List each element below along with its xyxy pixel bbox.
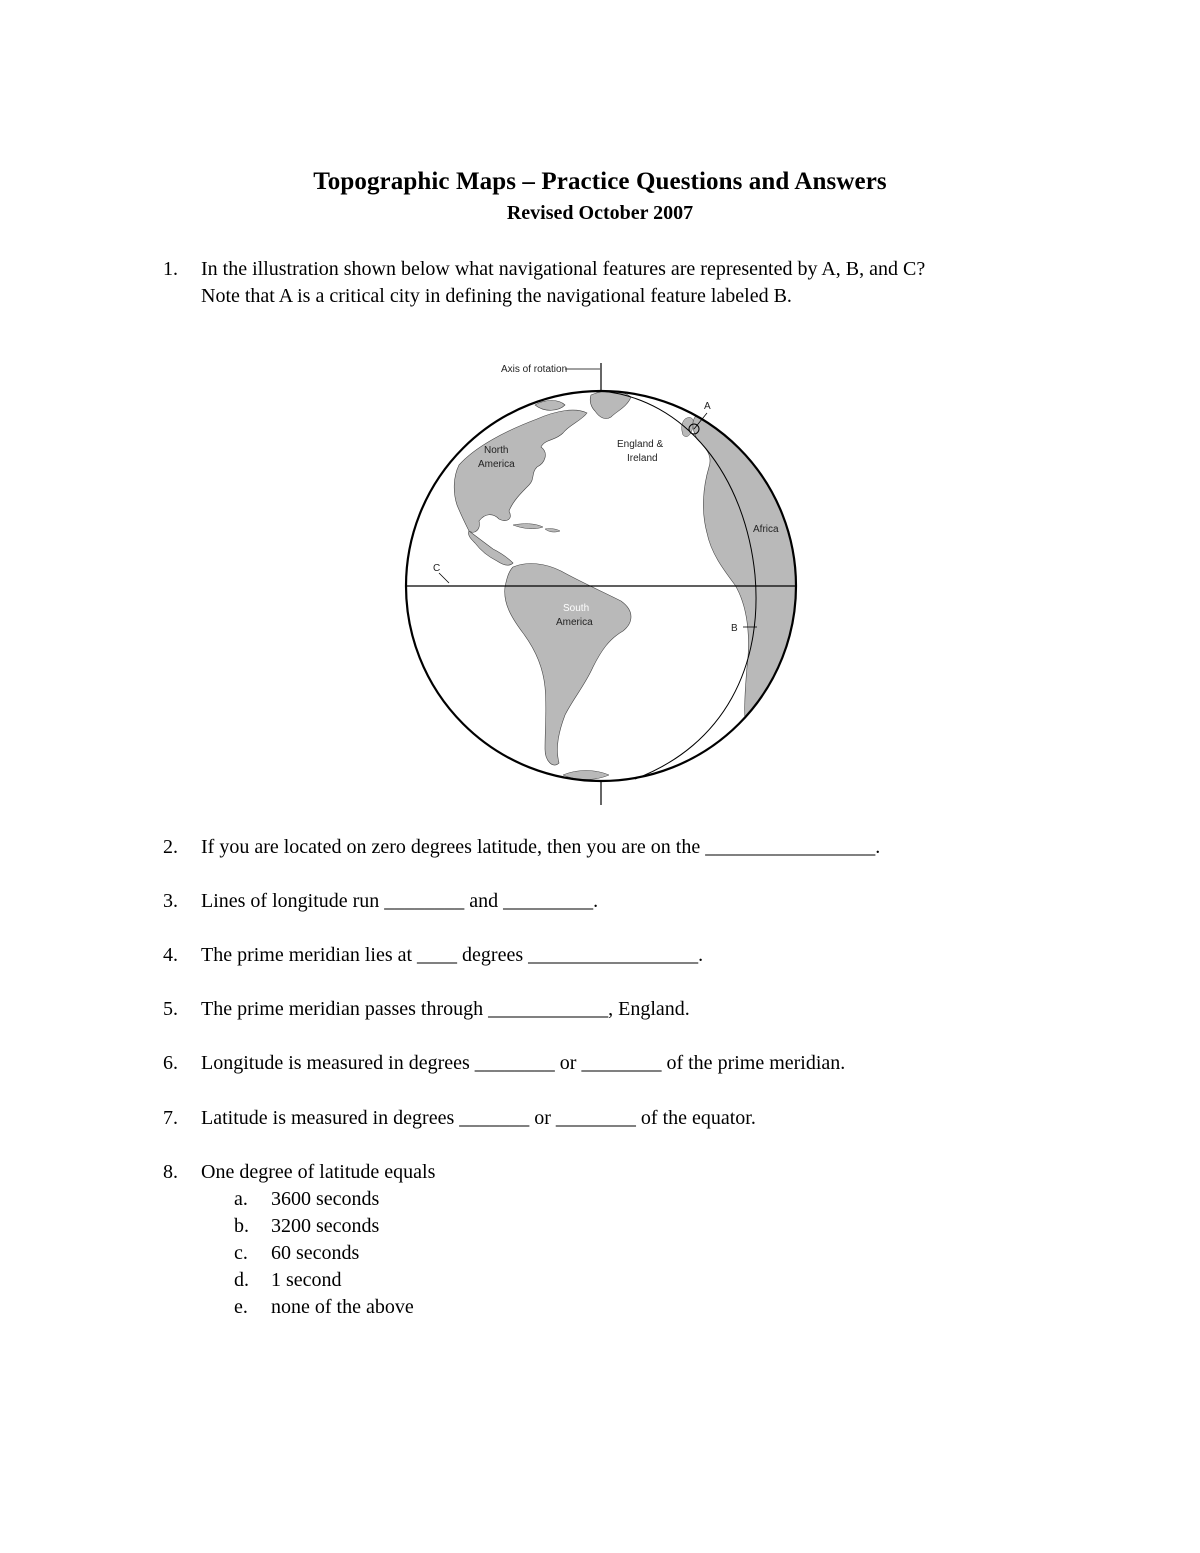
option-letter: d. [234,1269,249,1291]
question-number: 7. [163,1107,178,1129]
question-text: Lines of longitude run ________ and _________. [201,890,599,912]
option-text: none of the above [271,1296,414,1318]
question-text: If you are located on zero degrees latitude, then you are on the _________________. [201,836,881,858]
page-subtitle: Revised October 2007 [506,202,694,224]
option-letter: e. [234,1296,248,1318]
option-text: 3600 seconds [271,1188,380,1210]
label-a: A [704,401,711,412]
option-text: 1 second [271,1269,342,1291]
page-title: Topographic Maps – Practice Questions and Answers [313,168,887,195]
question-number: 3. [163,890,178,912]
england-label-2: Ireland [627,453,658,464]
question-number: 8. [163,1161,178,1183]
question-text: The prime meridian lies at ____ degrees _________________. [201,944,704,966]
question-text-line-1: In the illustration shown below what navigational features are represented by A, B, and C? [201,258,926,280]
option-text: 3200 seconds [271,1215,380,1237]
question-number: 5. [163,998,178,1020]
label-c: C [433,563,441,574]
question-number: 1. [163,258,178,280]
option-letter: c. [234,1242,248,1264]
question-text: Longitude is measured in degrees ________ or ________ of the prime meridian. [201,1052,846,1074]
south-america-label-2: America [556,617,593,628]
question-number: 4. [163,944,178,966]
question-text-line-2: Note that A is a critical city in defining the navigational feature labeled B. [201,285,792,307]
label-b: B [731,623,738,634]
option-text: 60 seconds [271,1242,360,1264]
england-label-1: England & [617,439,664,450]
globe-illustration [395,355,810,810]
north-america-label-2: America [478,459,515,470]
africa-label: Africa [753,524,779,535]
south-america-label-1: South [563,603,590,614]
question-number: 2. [163,836,178,858]
question-text: The prime meridian passes through ____________, England. [201,998,690,1020]
option-letter: a. [234,1188,248,1210]
question-text: Latitude is measured in degrees _______ or ________ of the equator. [201,1107,756,1129]
question-number: 6. [163,1052,178,1074]
option-letter: b. [234,1215,249,1237]
axis-label: Axis of rotation [501,364,568,375]
question-text: One degree of latitude equals [201,1161,436,1183]
north-america-label-1: North [484,445,509,456]
